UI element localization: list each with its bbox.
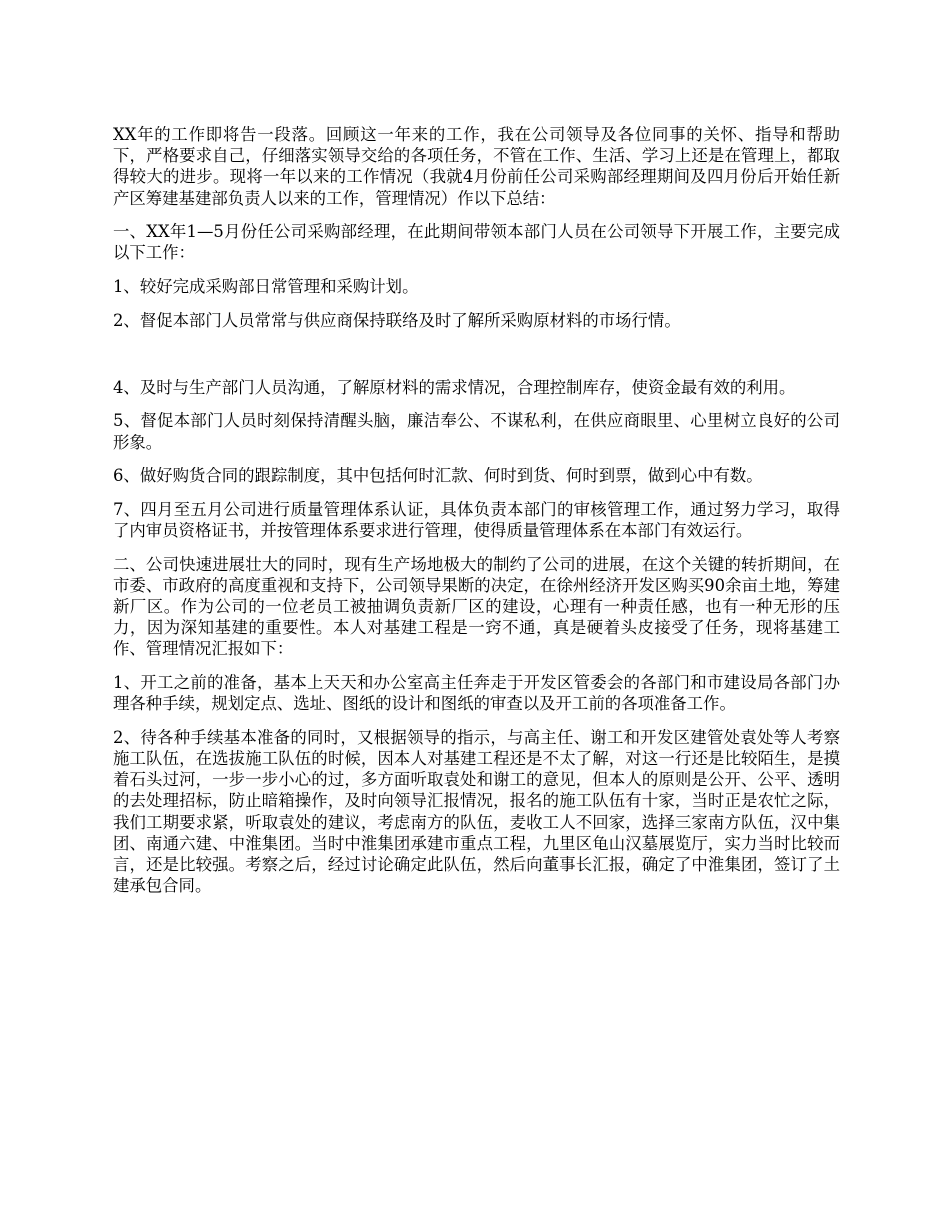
paragraph-item-1: 1、较好完成采购部日常管理和采购计划。 xyxy=(113,277,419,296)
paragraph-item-5: 5、督促本部门人员时刻保持清醒头脑，廉洁奉公、不谋私利，在供应商眼里、心里树立良好的公司形象。 xyxy=(113,411,840,452)
paragraph-item-2: 2、督促本部门人员常常与供应商保持联络及时了解所采购原材料的市场行情。 xyxy=(113,310,681,330)
paragraph-item-4: 4、及时与生产部门人员沟通，了解原材料的需求情况，合理控制库存，使资金最有效的利用。 xyxy=(113,377,796,397)
paragraph-item-6: 6、做好购货合同的跟踪制度，其中包括何时汇款、何时到货、何时到票，做到心中有数。 xyxy=(113,466,763,486)
paragraph-item-7: 7、四月至五月公司进行质量管理体系认证，具体负责本部门的审核管理工作，通过努力学习，取得了内审员资格证书，并按管理体系要求进行管理，使得质量管理体系在本部门有效运行。 xyxy=(113,499,840,540)
paragraph-section-2-item-1: 1、开工之前的准备，基本上天天和办公室高主任奔走于开发区管委会的各部门和市建设局各部门办理各种手续，规划定点、选址、图纸的设计和图纸的审查以及开工前的各项准备工作。 xyxy=(113,672,840,714)
document-body xyxy=(113,124,840,909)
paragraph-section-1-heading: 一、XX年1—5月份任公司采购部经理，在此期间带领本部门人员在公司领导下开展工作，主要完成以下工作： xyxy=(113,222,840,263)
paragraph-intro: XX年的工作即将告一段落。回顾这一年来的工作，我在公司领导及各位同事的关怀、指导和帮助下，严格要求自己，仔细落实领导交给的各项任务，不管在工作、生活、学习上还是在管理上，都取得较大的进步。现将一年以来的工作情况（我就4月份前任公司采购部经理期间及四月份后开始任新产区筹建基建部负责人以来的工作，管理情况）作以下总结： xyxy=(113,125,840,208)
paragraph-section-2-item-2: 2、待各种手续基本准备的同时，又根据领导的指示，与高主任、谢工和开发区建管处袁处等人考察施工队伍，在选拔施工队伍的时候，因本人对基建工程还是不太了解，对这一行还是比较陌生，是摸着石头过河，一步一步小心的过，多方面听取袁处和谢工的意见，但本人的原则是公开、公平、透明的去处理招标，防止暗箱操作，及时向领导汇报情况，报名的施工队伍有十家，当时正是农忙之际，我们工期要求紧，听取袁处的建议，考虑南方的队伍，麦收工人不回家，选择三家南方队伍，汉中集团、南通六建、中淮集团。当时中淮集团承建市重点工程，九里区龟山汉墓展览厅，实力当时比较而言，还是比较强。考察之后，经过讨论确定此队伍，然后向董事长汇报，确定了中淮集团，签订了土建承包合同。 xyxy=(113,727,840,896)
paragraph-section-2-heading: 二、公司快速进展壮大的同时，现有生产场地极大的制约了公司的进展，在这个关键的转折期间，在市委、市政府的高度重视和支持下，公司领导果断的决定，在徐州经济开发区购买90余亩土地，筹建新厂区。作为公司的一位老员工被抽调负责新厂区的建设，心理有一种责任感，也有一种无形的压力，因为深知基建的重要性。本人对基建工程是一窍不通，真是硬着头皮接受了任务，现将基建工作、管理情况汇报如下： xyxy=(113,554,840,659)
